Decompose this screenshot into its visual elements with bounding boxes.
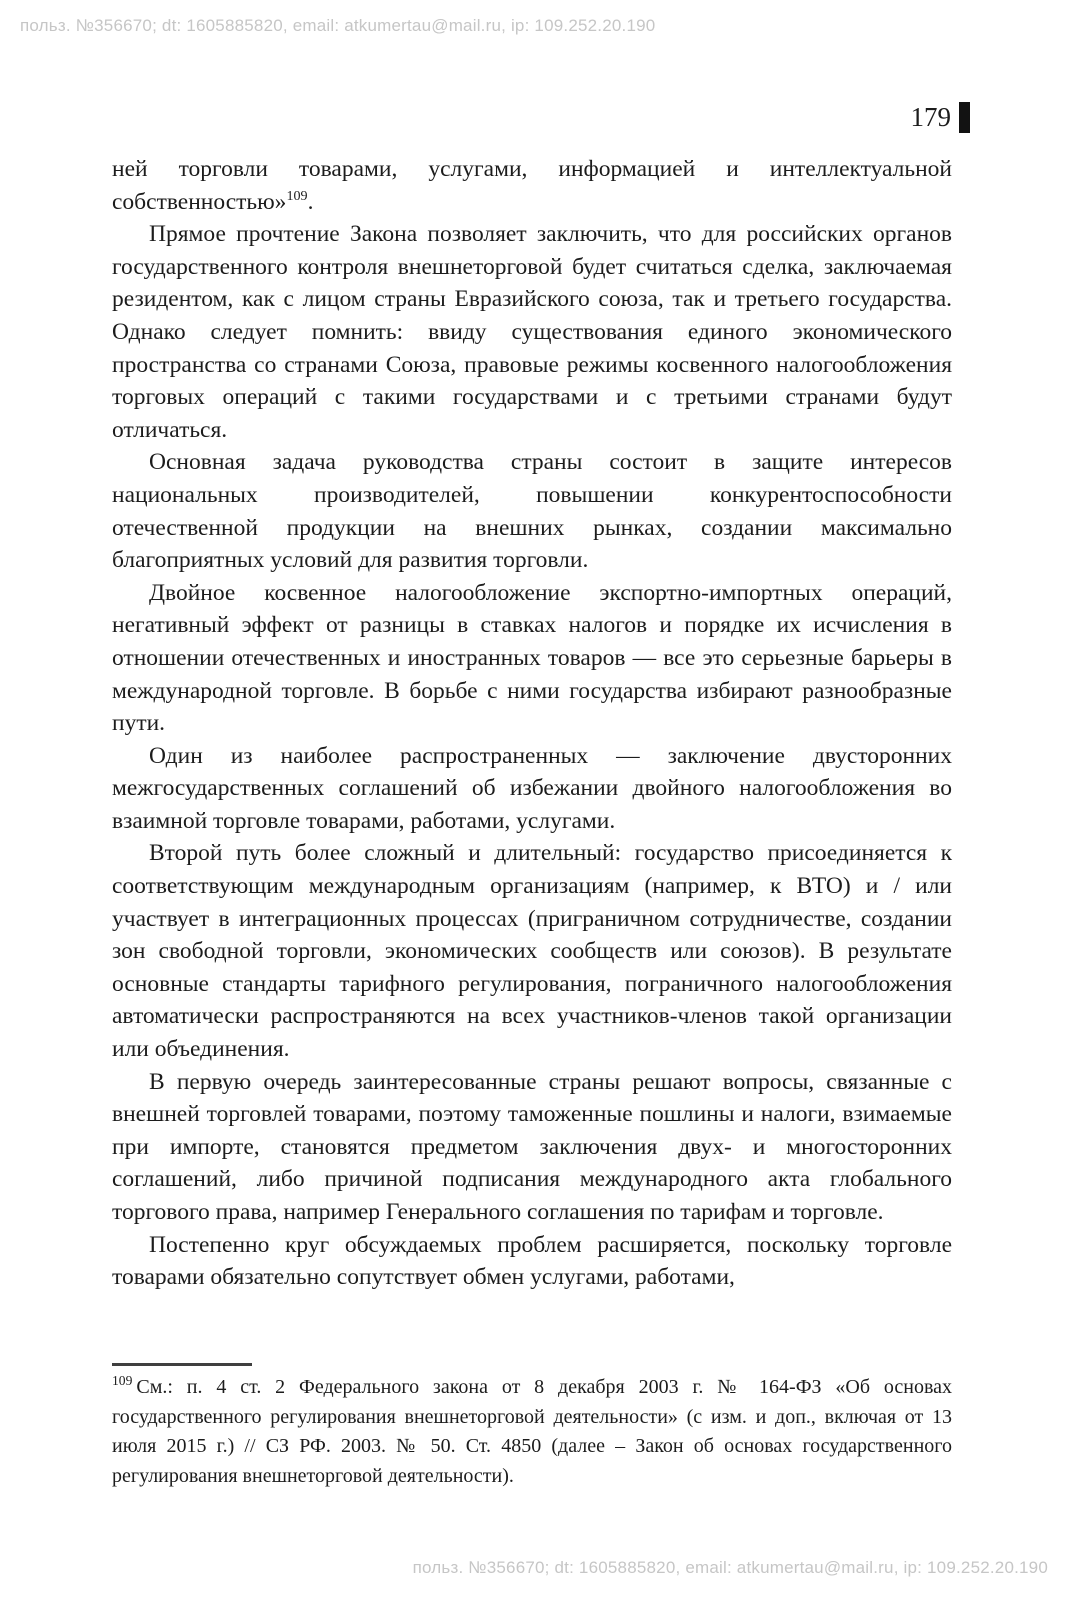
- footnote-section: [112, 1363, 952, 1491]
- footnote-marker: 109: [112, 1373, 133, 1389]
- paragraph: Основная задача руководства страны состоит в защите интересов национальных производителей, повышении конкурентоспособности отечественной продукции на внешних рынках, создании максимально благоприятных условий для развития торговли.: [112, 449, 952, 574]
- footnote-text: См.: п. 4 ст. 2 Федерального закона от 8 декабря 2003 г. № 164-ФЗ «Об основах государственного регулирования внешнеторговой деятельности» (с изм. и доп., включая от 13 июля 2015 г.) // СЗ РФ. 2003. № 50. Ст. 4850 (далее – Закон об основах государственного регулирования внешнеторговой деятельности).: [112, 1376, 952, 1487]
- paragraph: Второй путь более сложный и длительный: государство присоединяется к соответствующим международным организациям (например, к ВТО) и / или участвует в интеграционных процессах (приграничном сотрудничестве, создании зон свободной торговли, экономических сообществ или союзов). В результате основные стандарты тарифного регулирования, пограничного налогообложения автоматически распространяются на всех участников-членов такой организации или объединения.: [112, 840, 952, 1063]
- paragraph: Двойное косвенное налогообложение экспортно-импортных операций, негативный эффект от разницы в ставках налогов и порядке их исчисления в отношении отечественных и иностранных товаров — все это серьезные барьеры в международной торговле. В борьбе с ними государства избирают разнообразные пути.: [112, 579, 952, 737]
- page-header: [911, 101, 971, 133]
- paragraph: Постепенно круг обсуждаемых проблем расширяется, поскольку торговле товарами обязательно сопутствует обмен услугами, работами,: [112, 1231, 952, 1291]
- paragraph: [112, 153, 952, 218]
- paragraph: Один из наиболее распространенных — заключение двусторонних межгосударственных соглашений об избежании двойного налогообложения во взаимной торговле товарами, работами, услугами.: [112, 742, 952, 834]
- page-body: [112, 153, 952, 1294]
- watermark-bottom: польз. №356670; dt: 1605885820, email: atkumertau@mail.ru, ip: 109.252.20.190: [412, 1558, 1048, 1577]
- page-number: 179: [910, 101, 951, 132]
- paragraph: Прямое прочтение Закона позволяет заключить, что для российских органов государственного контроля внешнеторговой будет считаться сделка, заключаемая резидентом, как с лицом страны Евразийского союза, так и третьего государства. Однако следует помнить: ввиду существования единого экономического пространства со странами Союза, правовые режимы косвенного налогообложения торговых операций с такими государствами и с третьими странами будут отличаться.: [112, 221, 952, 443]
- paragraph-text-tail: .: [307, 188, 314, 215]
- paragraph: В первую очередь заинтересованные страны решают вопросы, связанные с внешней торговлей товарами, поэтому таможенные пошлины и налоги, взимаемые при импорте, становятся предметом заключения двух- и многосторонних соглашений, либо причиной подписания международного акта глобального торгового права, например Генерального соглашения по тарифам и торговле.: [112, 1068, 952, 1225]
- watermark-top: польз. №356670; dt: 1605885820, email: atkumertau@mail.ru, ip: 109.252.20.190: [20, 16, 656, 35]
- footnote: [112, 1373, 952, 1491]
- footnote-ref: 109: [286, 187, 308, 204]
- paragraph-text: ней торговли товарами, услугами, информацией и интеллектуальной собственностью»: [112, 156, 952, 215]
- footnote-rule: [112, 1363, 252, 1366]
- page-number-bar: [959, 102, 970, 133]
